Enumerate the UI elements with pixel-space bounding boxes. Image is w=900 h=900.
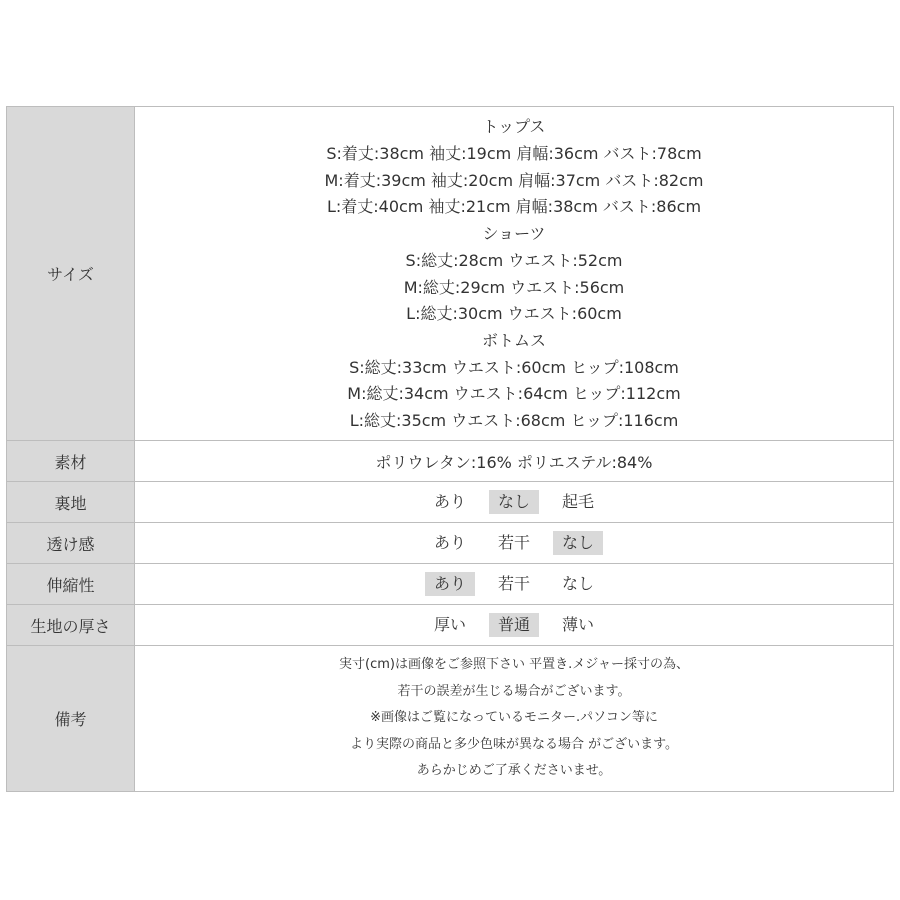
note-line: ※画像はご覧になっているモニター.パソコン等に — [370, 710, 658, 726]
size-line: L:総丈:30cm ウエスト:60cm — [406, 304, 622, 324]
product-spec-table — [6, 106, 894, 792]
size-label: サイズ — [7, 107, 135, 441]
sheerness-option: あり — [433, 533, 466, 552]
stretch-options — [425, 572, 603, 596]
material-value: ポリウレタン:16% ポリエステル:84% — [375, 452, 653, 472]
stretch-option: 若干 — [497, 574, 530, 593]
stretch-row — [7, 564, 894, 605]
lining-option: なし — [489, 490, 539, 514]
stretch-option: あり — [425, 572, 475, 596]
lining-options — [425, 490, 603, 514]
material-label: 素材 — [7, 441, 135, 482]
notes-label: 備考 — [7, 646, 135, 792]
material-cell — [135, 441, 894, 482]
notes-value — [135, 646, 894, 792]
sheerness-options — [425, 531, 603, 555]
stretch-option: なし — [562, 574, 595, 593]
sheerness-row — [7, 523, 894, 564]
sheerness-option: 若干 — [497, 533, 530, 552]
size-line: S:総丈:33cm ウエスト:60cm ヒップ:108cm — [349, 357, 679, 377]
thickness-options — [425, 613, 603, 637]
thickness-option: 普通 — [489, 613, 539, 637]
size-lines — [135, 108, 893, 438]
sheerness-options-cell — [135, 523, 894, 564]
size-line: S:着丈:38cm 袖丈:19cm 肩幅:36cm バスト:78cm — [326, 143, 702, 163]
lining-label: 裏地 — [7, 482, 135, 523]
size-line: M:総丈:34cm ウエスト:64cm ヒップ:112cm — [347, 384, 681, 404]
lining-option: あり — [433, 492, 466, 511]
stretch-options-cell — [135, 564, 894, 605]
notes-lines — [135, 652, 893, 785]
note-line: 若干の誤差が生じる場合がございます。 — [397, 683, 631, 699]
thickness-options-cell — [135, 605, 894, 646]
lining-row — [7, 482, 894, 523]
size-line: S:総丈:28cm ウエスト:52cm — [405, 250, 623, 270]
size-section-heading: トップス — [482, 117, 546, 137]
sheerness-option: なし — [553, 531, 603, 555]
size-row — [7, 107, 894, 441]
thickness-row — [7, 605, 894, 646]
thickness-label: 生地の厚さ — [7, 605, 135, 646]
size-line: L:総丈:35cm ウエスト:68cm ヒップ:116cm — [349, 411, 679, 431]
sheerness-label: 透け感 — [7, 523, 135, 564]
size-line: M:総丈:29cm ウエスト:56cm — [403, 277, 625, 297]
thickness-option: 薄い — [562, 615, 595, 634]
size-section-heading: ボトムス — [481, 330, 546, 350]
size-line: L:着丈:40cm 袖丈:21cm 肩幅:38cm バスト:86cm — [326, 197, 702, 217]
lining-option: 起毛 — [562, 492, 595, 511]
note-line: より実際の商品と多少色味が異なる場合 がございます。 — [349, 736, 679, 752]
stretch-label: 伸縮性 — [7, 564, 135, 605]
size-value — [135, 107, 894, 441]
size-line: M:着丈:39cm 袖丈:20cm 肩幅:37cm バスト:82cm — [324, 170, 704, 190]
size-section-heading: ショーツ — [482, 224, 546, 244]
thickness-option: 厚い — [433, 615, 466, 634]
note-line: 実寸(cm)は画像をご参照下さい 平置き.メジャー採寸の為、 — [339, 657, 689, 673]
note-line: あらかじめご了承くださいませ。 — [416, 763, 612, 779]
notes-row — [7, 646, 894, 792]
material-row — [7, 441, 894, 482]
lining-options-cell — [135, 482, 894, 523]
